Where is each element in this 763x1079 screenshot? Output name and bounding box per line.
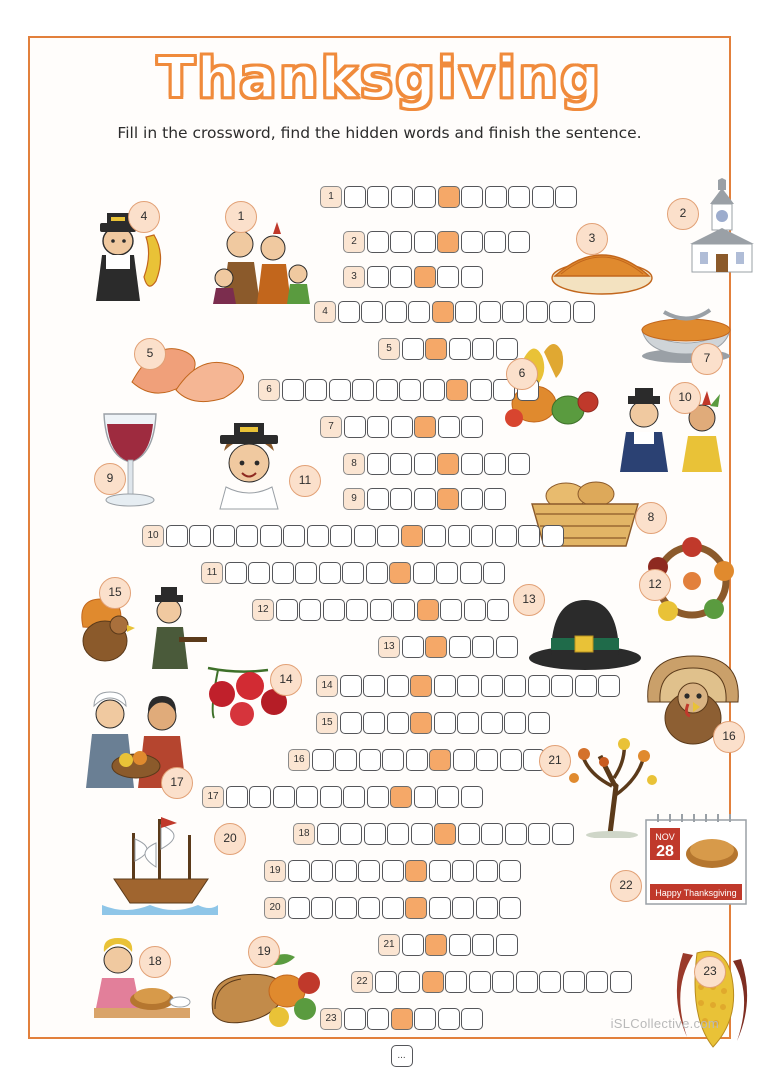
crossword-cell[interactable] [573, 301, 595, 323]
crossword-cell[interactable] [387, 712, 409, 734]
crossword-cell[interactable] [429, 749, 451, 771]
picture-bubble-7: 7 [691, 343, 723, 375]
crossword-cell[interactable] [461, 416, 483, 438]
picture-bubble-15: 15 [99, 577, 131, 609]
crossword-cell[interactable] [438, 416, 460, 438]
crossword-cell[interactable] [408, 301, 430, 323]
crossword-cell[interactable] [516, 971, 538, 993]
crossword-cell[interactable] [375, 971, 397, 993]
crossword-cell[interactable] [390, 266, 412, 288]
crossword-cell[interactable] [446, 379, 468, 401]
picture-bubble-3: 3 [576, 223, 608, 255]
crossword-cell[interactable] [343, 786, 365, 808]
crossword-cell[interactable] [367, 186, 389, 208]
hidden-word-answer-cell[interactable]: ... [391, 1045, 413, 1067]
crossword-row-16 [288, 749, 547, 771]
crossword-cell[interactable] [367, 416, 389, 438]
crossword-row-4 [314, 301, 596, 323]
crossword-row-14 [316, 675, 622, 697]
crossword-cell[interactable] [390, 453, 412, 475]
clue-number-17: 17 [202, 786, 224, 808]
clue-number-23: 23 [320, 1008, 342, 1030]
crossword-cell[interactable] [481, 675, 503, 697]
crossword-cell[interactable] [472, 338, 494, 360]
crossword-cell[interactable] [359, 749, 381, 771]
crossword-cell[interactable] [610, 971, 632, 993]
instruction-text: Fill in the crossword, find the hidden words and finish the sentence. [117, 124, 642, 142]
crossword-cell[interactable] [484, 488, 506, 510]
crossword-cell[interactable] [432, 301, 454, 323]
crossword-cell[interactable] [410, 675, 432, 697]
crossword-cell[interactable] [226, 786, 248, 808]
crossword-cell[interactable] [484, 453, 506, 475]
crossword-cell[interactable] [249, 786, 271, 808]
crossword-cell[interactable] [276, 599, 298, 621]
crossword-cell[interactable] [458, 823, 480, 845]
crossword-cell[interactable] [377, 525, 399, 547]
crossword-row-13 [378, 636, 519, 658]
crossword-row-10 [142, 525, 565, 547]
picture-bubble-19: 19 [248, 936, 280, 968]
crossword-cell[interactable] [248, 562, 270, 584]
crossword-cell[interactable] [376, 379, 398, 401]
clue-number-9: 9 [343, 488, 365, 510]
crossword-cell[interactable] [335, 860, 357, 882]
crossword-cell[interactable] [236, 525, 258, 547]
crossword-row-11 [201, 562, 507, 584]
crossword-cell[interactable] [461, 453, 483, 475]
crossword-cell[interactable] [598, 675, 620, 697]
crossword-cell[interactable] [437, 231, 459, 253]
crossword-cell[interactable] [434, 712, 456, 734]
crossword-row-7 [320, 416, 485, 438]
crossword-row-20 [264, 897, 523, 919]
crossword-cell[interactable] [528, 712, 550, 734]
clue-number-8: 8 [343, 453, 365, 475]
clue-number-13: 13 [378, 636, 400, 658]
crossword-cell[interactable] [414, 786, 436, 808]
crossword-cell[interactable] [487, 599, 509, 621]
clue-number-12: 12 [252, 599, 274, 621]
crossword-row-12 [252, 599, 511, 621]
crossword-cell[interactable] [335, 749, 357, 771]
crossword-cell[interactable] [472, 636, 494, 658]
crossword-cell[interactable] [461, 231, 483, 253]
crossword-cell[interactable] [437, 786, 459, 808]
crossword-cell[interactable] [434, 823, 456, 845]
clue-number-15: 15 [316, 712, 338, 734]
crossword-cell[interactable] [470, 379, 492, 401]
crossword-cell[interactable] [346, 599, 368, 621]
crossword-cell[interactable] [437, 453, 459, 475]
clue-number-2: 2 [343, 231, 365, 253]
crossword-cell[interactable] [452, 897, 474, 919]
crossword-cell[interactable] [340, 675, 362, 697]
crossword-cell[interactable] [552, 823, 574, 845]
crossword-cell[interactable] [338, 301, 360, 323]
crossword-row-1 [320, 186, 579, 208]
crossword-cell[interactable] [382, 860, 404, 882]
crossword-cell[interactable] [363, 675, 385, 697]
crossword-cell[interactable] [344, 186, 366, 208]
crossword-cell[interactable] [476, 749, 498, 771]
crossword-row-6 [258, 379, 540, 401]
clue-number-10: 10 [142, 525, 164, 547]
crossword-cell[interactable] [361, 301, 383, 323]
crossword-cell[interactable] [225, 562, 247, 584]
crossword-cell[interactable] [382, 897, 404, 919]
crossword-cell[interactable] [354, 525, 376, 547]
crossword-cell[interactable] [469, 971, 491, 993]
crossword-cell[interactable] [402, 934, 424, 956]
crossword-cell[interactable] [485, 186, 507, 208]
crossword-cell[interactable] [311, 860, 333, 882]
crossword-cell[interactable] [272, 562, 294, 584]
crossword-cell[interactable] [387, 675, 409, 697]
crossword-cell[interactable] [499, 897, 521, 919]
crossword-cell[interactable] [528, 823, 550, 845]
crossword-cell[interactable] [367, 266, 389, 288]
picture-bubble-4: 4 [128, 201, 160, 233]
clue-number-16: 16 [288, 749, 310, 771]
crossword-cell[interactable] [417, 599, 439, 621]
crossword-cell[interactable] [390, 488, 412, 510]
crossword-cell[interactable] [273, 786, 295, 808]
crossword-cell[interactable] [422, 971, 444, 993]
crossword-row-21 [378, 934, 519, 956]
crossword-cell[interactable] [358, 860, 380, 882]
picture-bubble-1: 1 [225, 201, 257, 233]
crossword-cell[interactable] [299, 599, 321, 621]
crossword-cell[interactable] [464, 599, 486, 621]
crossword-cell[interactable] [429, 860, 451, 882]
crossword-cell[interactable] [367, 786, 389, 808]
crossword-cell[interactable] [429, 897, 451, 919]
crossword-cell[interactable] [425, 934, 447, 956]
crossword-cell[interactable] [399, 379, 421, 401]
crossword-cell[interactable] [425, 636, 447, 658]
crossword-cell[interactable] [528, 675, 550, 697]
crossword-cell[interactable] [414, 416, 436, 438]
crossword-cell[interactable] [367, 488, 389, 510]
crossword-cell[interactable] [312, 749, 334, 771]
clue-number-5: 5 [378, 338, 400, 360]
picture-bubble-22: 22 [610, 870, 642, 902]
crossword-cell[interactable] [542, 525, 564, 547]
crossword-cell[interactable] [532, 186, 554, 208]
crossword-row-8 [343, 453, 531, 475]
crossword-cell[interactable] [295, 562, 317, 584]
crossword-cell[interactable] [319, 562, 341, 584]
crossword-cell[interactable] [518, 525, 540, 547]
crossword-cell[interactable] [539, 971, 561, 993]
crossword-cell[interactable] [500, 749, 522, 771]
crossword-cell[interactable] [311, 897, 333, 919]
clue-number-22: 22 [351, 971, 373, 993]
crossword-cell[interactable] [330, 525, 352, 547]
crossword-cell[interactable] [370, 599, 392, 621]
crossword-cell[interactable] [382, 749, 404, 771]
crossword-cell[interactable] [457, 675, 479, 697]
worksheet-page [28, 36, 737, 1061]
crossword-cell[interactable] [526, 301, 548, 323]
credit-text: iSLCollective.com [610, 1016, 719, 1031]
crossword-cell[interactable] [405, 897, 427, 919]
crossword-cell[interactable] [213, 525, 235, 547]
page-title: Thanksgiving [156, 46, 603, 111]
crossword-cell[interactable] [414, 453, 436, 475]
crossword-cell[interactable] [307, 525, 329, 547]
svg-text:28: 28 [656, 843, 674, 860]
picture-bubble-16: 16 [713, 721, 745, 753]
clue-number-18: 18 [293, 823, 315, 845]
crossword-cell[interactable] [549, 301, 571, 323]
crossword-cell[interactable] [391, 416, 413, 438]
crossword-cell[interactable] [461, 488, 483, 510]
crossword-cell[interactable] [342, 562, 364, 584]
crossword-cell[interactable] [436, 562, 458, 584]
crossword-row-5 [378, 338, 519, 360]
crossword-cell[interactable] [406, 749, 428, 771]
crossword-row-3 [343, 266, 484, 288]
crossword-cell[interactable] [438, 1008, 460, 1030]
picture-bubble-10: 10 [669, 382, 701, 414]
crossword-cell[interactable] [425, 338, 447, 360]
crossword-cell[interactable] [391, 186, 413, 208]
crossword-row-23 [320, 1008, 485, 1030]
svg-text:Happy Thanksgiving: Happy Thanksgiving [655, 888, 737, 898]
crossword-cell[interactable] [479, 301, 501, 323]
crossword-cell[interactable] [449, 636, 471, 658]
crossword-cell[interactable] [413, 562, 435, 584]
clue-number-6: 6 [258, 379, 280, 401]
crossword-cell[interactable] [401, 525, 423, 547]
crossword-cell[interactable] [414, 186, 436, 208]
crossword-row-19 [264, 860, 523, 882]
picture-bubble-6: 6 [506, 358, 538, 390]
crossword-cell[interactable] [492, 971, 514, 993]
crossword-cell[interactable] [424, 525, 446, 547]
picture-bubble-12: 12 [639, 569, 671, 601]
picture-bubble-5: 5 [134, 338, 166, 370]
crossword-cell[interactable] [471, 525, 493, 547]
crossword-cell[interactable] [449, 338, 471, 360]
crossword-cell[interactable] [461, 186, 483, 208]
crossword-cell[interactable] [402, 636, 424, 658]
crossword-cell[interactable] [448, 525, 470, 547]
crossword-cell[interactable] [495, 525, 517, 547]
crossword-cell[interactable] [344, 416, 366, 438]
crossword-cell[interactable] [586, 971, 608, 993]
crossword-row-9 [343, 488, 508, 510]
crossword-cell[interactable] [411, 823, 433, 845]
crossword-cell[interactable] [483, 562, 505, 584]
crossword-cell[interactable] [496, 636, 518, 658]
crossword-cell[interactable] [455, 301, 477, 323]
clue-number-19: 19 [264, 860, 286, 882]
crossword-cell[interactable] [414, 231, 436, 253]
crossword-cell[interactable] [393, 599, 415, 621]
crossword-cell[interactable] [288, 860, 310, 882]
crossword-cell[interactable] [414, 1008, 436, 1030]
crossword-cell[interactable] [461, 1008, 483, 1030]
picture-bubble-21: 21 [539, 745, 571, 777]
svg-text:NOV: NOV [655, 832, 675, 842]
crossword-cell[interactable] [387, 823, 409, 845]
crossword-cell[interactable] [358, 897, 380, 919]
crossword-cell[interactable] [414, 266, 436, 288]
crossword-cell[interactable] [282, 379, 304, 401]
picture-bubble-13: 13 [513, 584, 545, 616]
crossword-cell[interactable] [505, 823, 527, 845]
crossword-cell[interactable] [504, 675, 526, 697]
crossword-cell[interactable] [385, 301, 407, 323]
crossword-cell[interactable] [402, 338, 424, 360]
crossword-cell[interactable] [449, 934, 471, 956]
clue-number-14: 14 [316, 675, 338, 697]
crossword-row-17 [202, 786, 484, 808]
crossword-cell[interactable] [476, 897, 498, 919]
picture-bubble-23: 23 [694, 956, 726, 988]
clue-number-11: 11 [201, 562, 223, 584]
clue-number-3: 3 [343, 266, 365, 288]
crossword-cell[interactable] [555, 186, 577, 208]
crossword-cell[interactable] [508, 453, 530, 475]
crossword-cell[interactable] [398, 971, 420, 993]
picture-bubble-9: 9 [94, 463, 126, 495]
crossword-cell[interactable] [283, 525, 305, 547]
crossword-cell[interactable] [363, 712, 385, 734]
crossword-cell[interactable] [391, 1008, 413, 1030]
crossword-cell[interactable] [445, 971, 467, 993]
picture-bubble-17: 17 [161, 767, 193, 799]
crossword-cell[interactable] [575, 675, 597, 697]
crossword-cell[interactable] [423, 379, 445, 401]
crossword-cell[interactable] [453, 749, 475, 771]
picture-bubble-8: 8 [635, 502, 667, 534]
crossword-row-15 [316, 712, 551, 734]
crossword-cell[interactable] [502, 301, 524, 323]
crossword-cell[interactable] [496, 338, 518, 360]
crossword-cell[interactable] [367, 231, 389, 253]
crossword-cell[interactable] [364, 823, 386, 845]
crossword-cell[interactable] [551, 675, 573, 697]
picture-bubble-14: 14 [270, 664, 302, 696]
crossword-cell[interactable] [405, 860, 427, 882]
crossword-cell[interactable] [340, 712, 362, 734]
crossword-cell[interactable] [390, 786, 412, 808]
crossword-cell[interactable] [317, 823, 339, 845]
crossword-cell[interactable] [460, 562, 482, 584]
crossword-cell[interactable] [499, 860, 521, 882]
crossword-row-18 [293, 823, 575, 845]
picture-bubble-18: 18 [139, 946, 171, 978]
crossword-cell[interactable] [508, 231, 530, 253]
crossword-cell[interactable] [189, 525, 211, 547]
crossword-cell[interactable] [340, 823, 362, 845]
crossword-cell[interactable] [329, 379, 351, 401]
crossword-cell[interactable] [434, 675, 456, 697]
crossword-cell[interactable] [410, 712, 432, 734]
crossword-cell[interactable] [323, 599, 345, 621]
crossword-cell[interactable] [437, 266, 459, 288]
crossword-cell[interactable] [366, 562, 388, 584]
crossword-cell[interactable] [461, 786, 483, 808]
crossword-cell[interactable] [344, 1008, 366, 1030]
crossword-cell[interactable] [496, 934, 518, 956]
crossword-cell[interactable] [437, 488, 459, 510]
crossword-cell[interactable] [484, 231, 506, 253]
crossword-cell[interactable] [352, 379, 374, 401]
crossword-cell[interactable] [166, 525, 188, 547]
crossword-cell[interactable] [504, 712, 526, 734]
clue-number-7: 7 [320, 416, 342, 438]
crossword-cell[interactable] [440, 599, 462, 621]
crossword-cell[interactable] [367, 1008, 389, 1030]
clue-number-20: 20 [264, 897, 286, 919]
clue-number-21: 21 [378, 934, 400, 956]
crossword-cell[interactable] [414, 488, 436, 510]
crossword-cell[interactable] [457, 712, 479, 734]
crossword-cell[interactable] [563, 971, 585, 993]
crossword-cell[interactable] [389, 562, 411, 584]
crossword-cell[interactable] [438, 186, 460, 208]
clue-number-4: 4 [314, 301, 336, 323]
picture-bubble-11: 11 [289, 465, 321, 497]
crossword-cell[interactable] [461, 266, 483, 288]
picture-bubble-20: 20 [214, 823, 246, 855]
crossword-row-2 [343, 231, 531, 253]
crossword-cell[interactable] [476, 860, 498, 882]
crossword-row-22 [351, 971, 633, 993]
clue-number-1: 1 [320, 186, 342, 208]
crossword-cell[interactable] [472, 934, 494, 956]
crossword-cell[interactable] [288, 897, 310, 919]
crossword-cell[interactable] [320, 786, 342, 808]
crossword-cell[interactable] [390, 231, 412, 253]
crossword-cell[interactable] [452, 860, 474, 882]
crossword-cell[interactable] [296, 786, 318, 808]
crossword-cell[interactable] [305, 379, 327, 401]
crossword-cell[interactable] [508, 186, 530, 208]
picture-bubble-2: 2 [667, 198, 699, 230]
crossword-cell[interactable] [481, 712, 503, 734]
crossword-cell[interactable] [481, 823, 503, 845]
crossword-cell[interactable] [260, 525, 282, 547]
crossword-cell[interactable] [335, 897, 357, 919]
crossword-cell[interactable] [367, 453, 389, 475]
